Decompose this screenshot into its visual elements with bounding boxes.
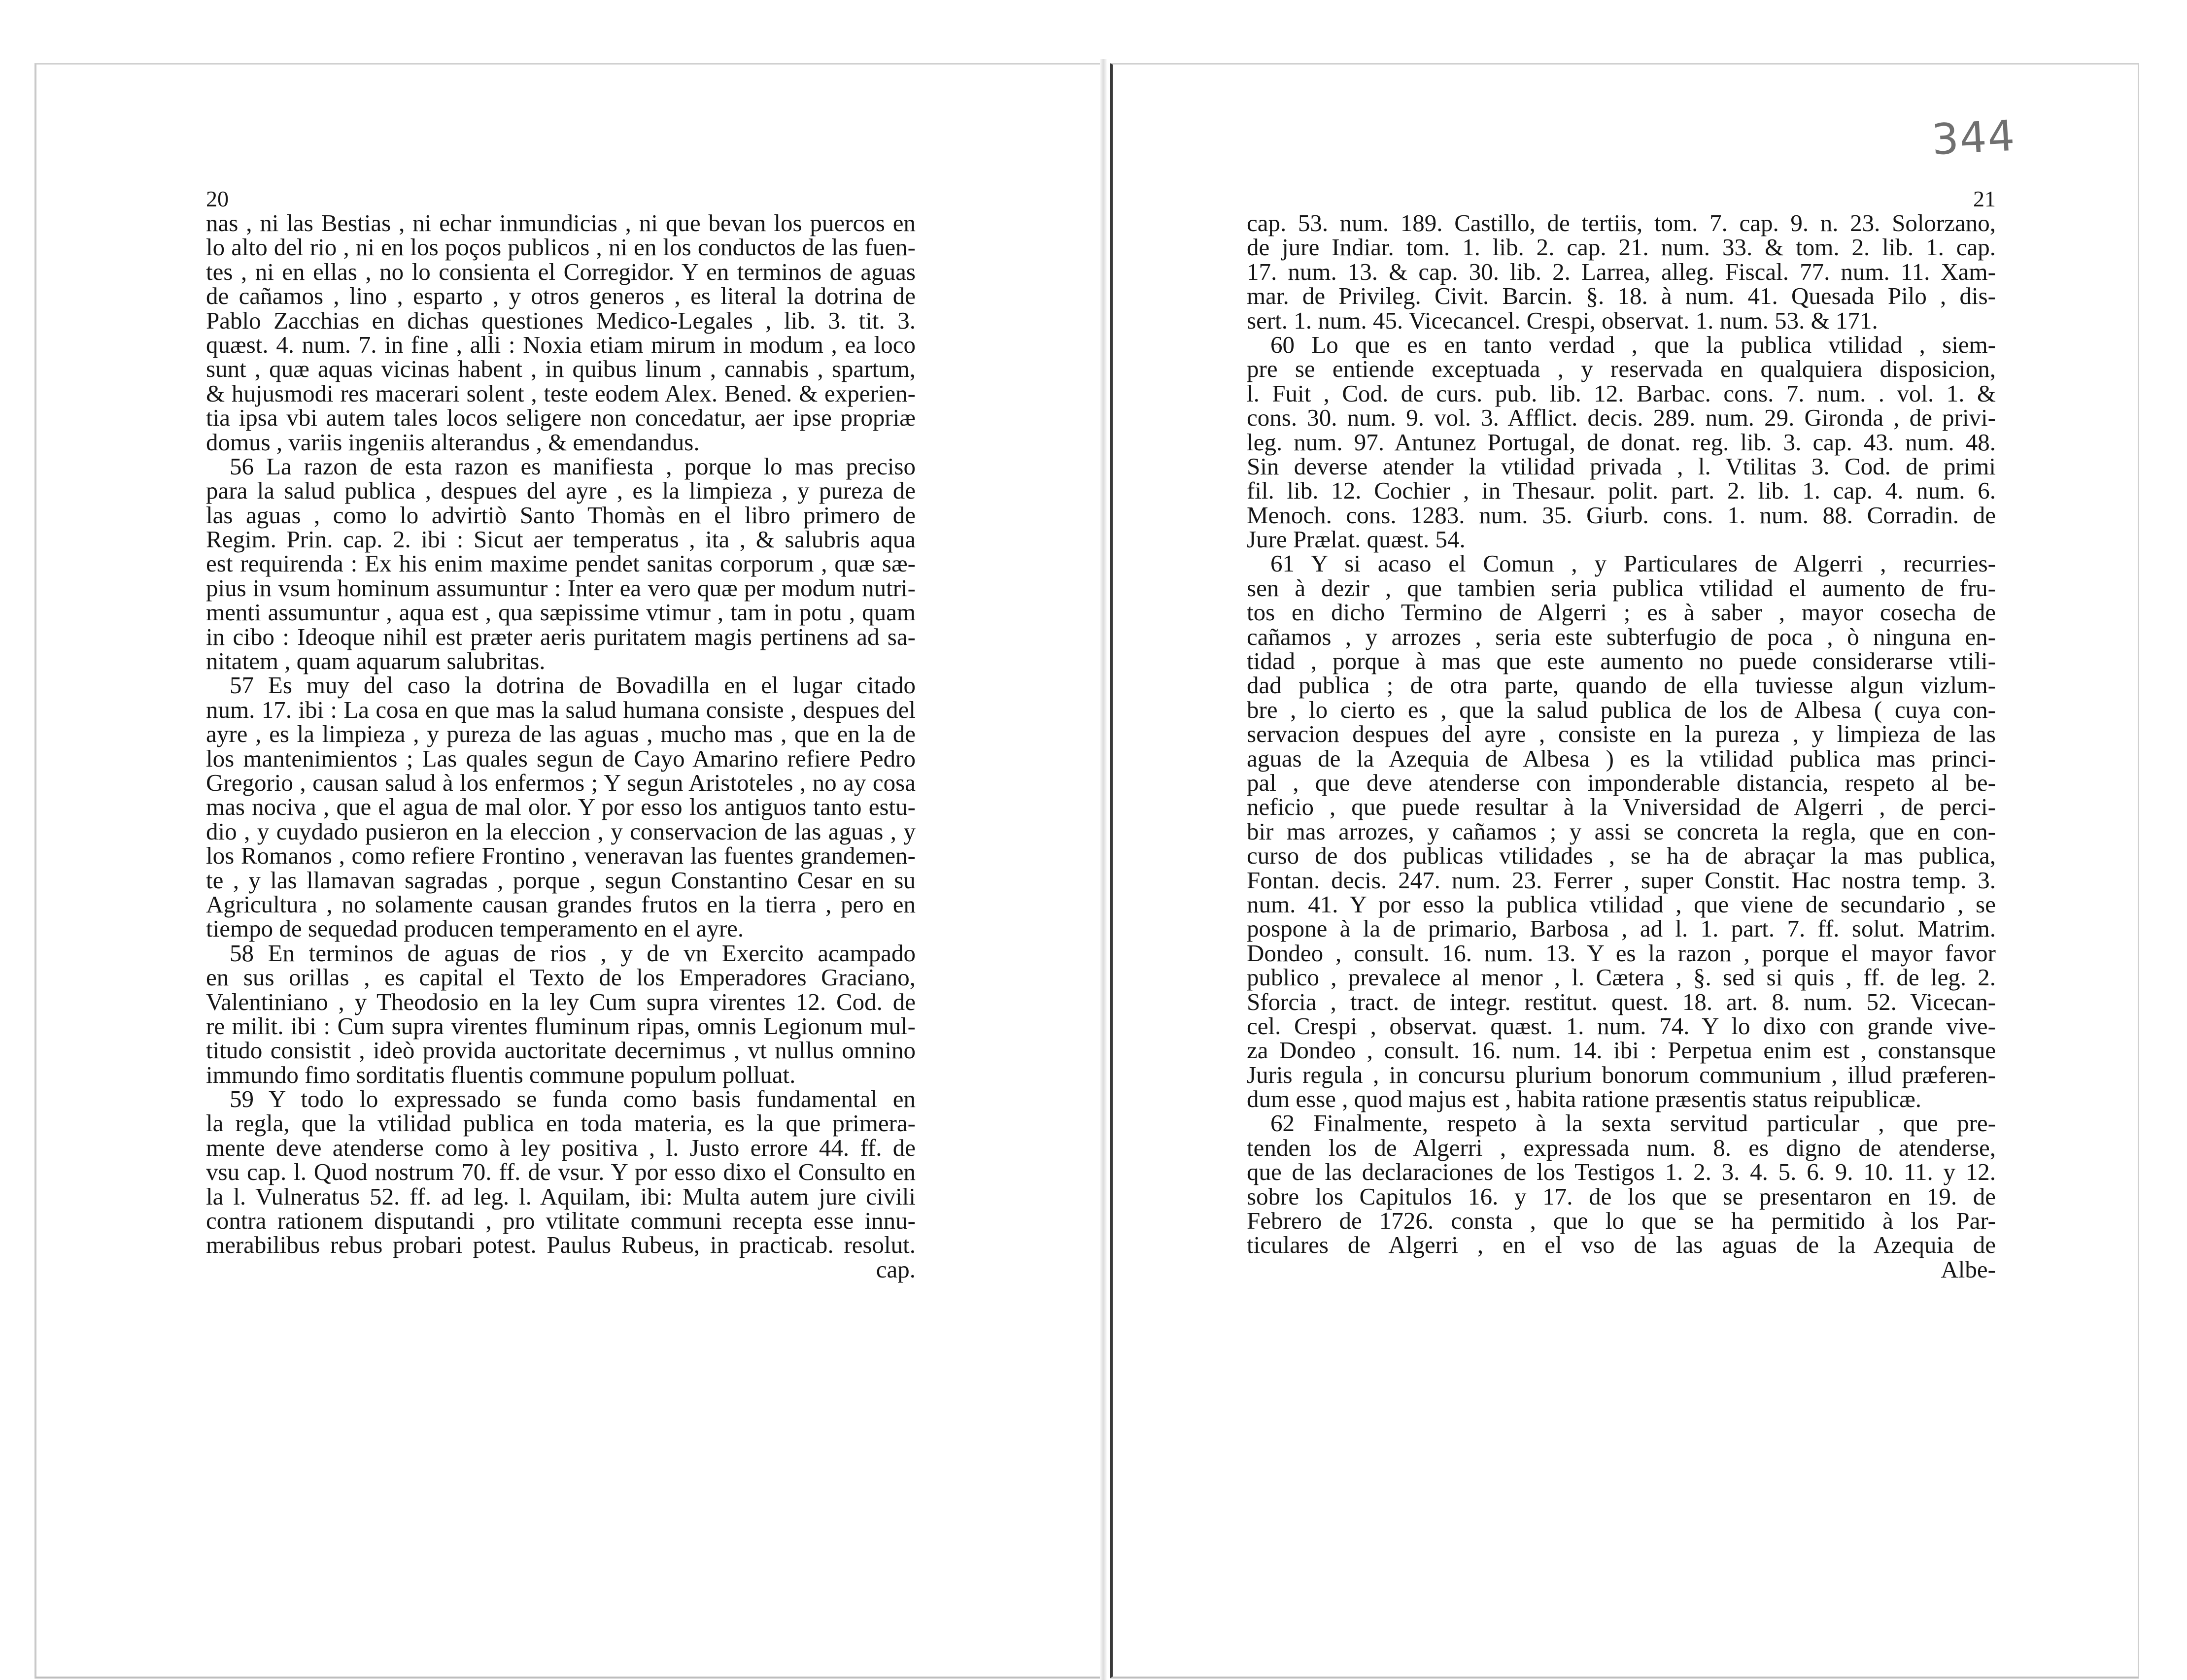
- text-line: 17. num. 13. & cap. 30. lib. 2. Larrea, alleg. Fiscal. 77. num. 11. Xam-: [1247, 258, 1996, 285]
- text-line: Gregorio , causan salud à los enfermos ; Y segun Aristoteles , no ay cosa: [206, 769, 916, 796]
- text-line: tia ipsa vbi autem tales locos seligere non concedatur, aer ipse propriæ: [206, 404, 916, 432]
- text-line: cañamos , y arrozes , seria este subterfugio de poca , ò ninguna en-: [1247, 623, 1996, 650]
- text-line: 58 En terminos de aguas de rios , y de vn Exercito acampado: [230, 939, 916, 967]
- text-line: in cibo : Ideoque nihil est præter aeris puritatem magis pertinens ad sa-: [206, 623, 916, 650]
- text-line: ayre , es la limpieza , y pureza de las aguas , mucho mas , que en la de: [206, 720, 916, 748]
- page-number: 20: [206, 186, 229, 211]
- text-line: Agricultura , no solamente causan grandes frutos en la tierra , pero en: [206, 890, 916, 918]
- text-line: para la salud publica , despues del ayre , es la limpieza , y pureza de: [206, 477, 916, 504]
- text-line: quæst. 4. num. 7. in fine , alli : Noxia etiam mirum in modum , ea loco: [206, 331, 916, 358]
- text-line: cel. Crespi , observat. quæst. 1. num. 74. Y lo dixo con grande vive-: [1247, 1012, 1996, 1040]
- text-line: tos en dicho Termino de Algerri ; es à saber , mayor cosecha de: [1247, 599, 1996, 626]
- text-line: 57 Es muy del caso la dotrina de Bovadilla en el lugar citado: [230, 672, 916, 699]
- text-line: las aguas , como lo advirtiò Santo Thomàs en el libro primero de: [206, 501, 916, 529]
- text-line: za Dondeo , consult. 16. num. 14. ibi : Perpetua enim est , constansque: [1247, 1037, 1996, 1064]
- text-line: Menoch. cons. 1283. num. 35. Giurb. cons. 1. num. 88. Corradin. de: [1247, 501, 1996, 529]
- text-line: ticulares de Algerri , en el vso de las aguas de la Azequia de: [1247, 1231, 1996, 1259]
- text-line: Pablo Zacchias en dichas questiones Medico-Legales , lib. 3. tit. 3.: [206, 306, 916, 334]
- text-line: Regim. Prin. cap. 2. ibi : Sicut aer temperatus , ita , & salubris aqua: [206, 526, 916, 553]
- text-line: sen à dezir , que tambien seria publica vtilidad el aumento de fru-: [1247, 574, 1996, 602]
- text-line: dad publica ; de otra parte, quando de ella tuviesse algun vizlum-: [1247, 672, 1996, 699]
- text-line: neficio , que puede resultar à la Vniversidad de Algerri , de perci-: [1247, 793, 1996, 821]
- text-line: Dondeo , consult. 16. num. 13. Y es la razon , porque el mayor favor: [1247, 939, 1996, 967]
- text-line: pius in vsum hominum assumuntur : Inter ea vero quæ per modum nutri-: [206, 574, 916, 602]
- text-line: Juris regula , in concursu plurium bonorum communium , illud præferen-: [1247, 1061, 1996, 1088]
- text-line: 61 Y si acaso el Comun , y Particulares de Algerri , recurries-: [1270, 550, 1996, 577]
- text-line: vsu cap. l. Quod nostrum 70. ff. de vsur. Y por esso dixo el Consulto en: [206, 1158, 916, 1186]
- right-page-text: [1247, 187, 1996, 1281]
- text-line: menti assumuntur , aqua est , qua sæpissime vtimur , tam in potu , quam: [206, 599, 916, 626]
- text-line: publico , prevalece al menor , l. Cætera , §. sed si quis , ff. de leg. 2.: [1247, 964, 1996, 991]
- text-line: Sin deverse atender la vtilidad privada , l. Vtilitas 3. Cod. de primi: [1247, 452, 1996, 480]
- text-line: Sforcia , tract. de integr. restitut. quest. 18. art. 8. num. 52. Vicecan-: [1247, 988, 1996, 1015]
- text-line: mente deve atenderse como à ley positiva , l. Justo errore 44. ff. de: [206, 1134, 916, 1161]
- text-line: Febrero de 1726. consta , que lo que se ha permitido à los Par-: [1247, 1207, 1996, 1235]
- text-line: de jure Indiar. tom. 1. lib. 2. cap. 21. num. 33. & tom. 2. lib. 1. cap.: [1247, 234, 1996, 261]
- text-line: que de las declaraciones de los Testigos 1. 2. 3. 4. 5. 6. 9. 10. 11. y 12.: [1247, 1158, 1996, 1186]
- text-line: los mantenimientos ; Las quales segun de Cayo Amarino refiere Pedro: [206, 744, 916, 772]
- text-line: en sus orillas , es capital el Texto de los Emperadores Graciano,: [206, 964, 916, 991]
- text-line: pre se entiende exceptuada , y reservada en qualquiera disposicion,: [1247, 355, 1996, 383]
- text-line: num. 17. ibi : La cosa en que mas la salud humana consiste , despues del: [206, 696, 916, 723]
- text-line: sobre los Capitulos 16. y 17. de los que se presentaron en 19. de: [1247, 1182, 1996, 1210]
- text-line: tenden los de Algerri , expressada num. 8. es digno de atenderse,: [1247, 1134, 1996, 1161]
- text-line: l. Fuit , Cod. de curs. pub. lib. 12. Barbac. cons. 7. num. . vol. 1. &: [1247, 379, 1996, 407]
- text-line: num. 41. Y por esso la publica vtilidad , que viene de secundario , se: [1247, 890, 1996, 918]
- text-line: mas nociva , que el agua de mal olor. Y por esso los antiguos tanto estu-: [206, 793, 916, 821]
- text-line: dum esse , quod majus est , habita ratione præsentis status reipublicæ.: [1247, 1085, 1922, 1113]
- text-line: aguas de la Azequia de Albesa ) es la vtilidad publica mas princi-: [1247, 744, 1996, 772]
- text-line: titudo consistit , ideò provida auctoritate decernimus , vt nullus omnino: [206, 1037, 916, 1064]
- book-gutter: [1100, 59, 1107, 1680]
- right-text-body: [1247, 211, 1996, 1257]
- text-line: nitatem , quam aquarum salubritas.: [206, 647, 546, 675]
- left-page-text: [206, 187, 916, 1281]
- text-line: sunt , quæ aquas vicinas habent , in quibus linum , cannabis , spartum,: [206, 355, 916, 383]
- text-line: los Romanos , como refiere Frontino , veneravan las fuentes grandemen-: [206, 842, 916, 870]
- text-line: 59 Y todo lo expressado se funda como basis fundamental en: [230, 1085, 916, 1113]
- text-line: pal , que deve atenderse con imponderable distancia, respeto al be-: [1247, 769, 1996, 796]
- text-line: sert. 1. num. 45. Vicecancel. Crespi, observat. 1. num. 53. & 171.: [1247, 306, 1878, 334]
- text-line: tiempo de sequedad producen temperamento en el ayre.: [206, 915, 744, 942]
- folio-stamp: 344: [1930, 111, 2017, 165]
- text-line: pospone à la de primario, Barbosa , ad l. 1. part. 7. ff. solut. Matrim.: [1247, 915, 1996, 942]
- text-line: bre , lo cierto es , que la salud publica de los de Albesa ( cuya con-: [1247, 696, 1996, 723]
- text-line: leg. num. 97. Antunez Portugal, de donat. reg. lib. 3. cap. 43. num. 48.: [1247, 428, 1996, 456]
- text-line: dio , y cuydado pusieron en la eleccion , y conservacion de las aguas , y: [206, 817, 916, 845]
- text-line: cons. 30. num. 9. vol. 3. Afflict. decis. 289. num. 29. Gironda , de privi-: [1247, 404, 1996, 432]
- text-line: immundo fimo sorditatis fluentis commune populum polluat.: [206, 1061, 796, 1088]
- text-line: cap. 53. num. 189. Castillo, de tertiis, tom. 7. cap. 9. n. 23. Solorzano,: [1247, 209, 1996, 236]
- text-line: 56 La razon de esta razon es manifiesta , porque lo mas preciso: [230, 452, 916, 480]
- text-line: tidad , porque à mas que este aumento no puede considerarse vtili-: [1247, 647, 1996, 675]
- text-line: & hujusmodi res macerari solent , teste eodem Alex. Bened. & experien-: [206, 379, 916, 407]
- page-number: 21: [1973, 186, 1996, 211]
- text-line: fil. lib. 12. Cochier , in Thesaur. polit. part. 2. lib. 1. cap. 4. num. 6.: [1247, 477, 1996, 504]
- text-line: te , y las llamavan sagradas , porque , segun Constantino Cesar en su: [206, 866, 916, 894]
- text-line: 62 Finalmente, respeto à la sexta servitud particular , que pre-: [1270, 1109, 1996, 1137]
- text-line: est requirenda : Ex his enim maxime pendet sanitas corporum , quæ sæ-: [206, 550, 916, 577]
- text-line: curso de dos publicas vtilidades , se ha de abraçar la mas publica,: [1247, 842, 1996, 870]
- text-line: la regla, que la vtilidad publica en toda materia, es la que primera-: [206, 1109, 916, 1137]
- text-line: Valentiniano , y Theodosio en la ley Cum supra virentes 12. Cod. de: [206, 988, 916, 1015]
- text-line: domus , variis ingeniis alterandus , & emendandus.: [206, 428, 700, 456]
- catchword: Albe-: [1941, 1255, 1996, 1283]
- text-line: tes , ni en ellas , no lo consienta el Corregidor. Y en terminos de aguas: [206, 258, 916, 285]
- text-line: de cañamos , lino , esparto , y otros generos , es literal la dotrina de: [206, 282, 916, 310]
- text-line: la l. Vulneratus 52. ff. ad leg. l. Aquilam, ibi: Multa autem jure civili: [206, 1182, 916, 1210]
- text-line: Jure Prælat. quæst. 54.: [1247, 526, 1466, 553]
- text-line: merabilibus rebus probari potest. Paulus Rubeus, in practicab. resolut.: [206, 1231, 916, 1259]
- text-line: 60 Lo que es en tanto verdad , que la publica vtilidad , siem-: [1270, 331, 1996, 358]
- text-line: Fontan. decis. 247. num. 23. Ferrer , super Constit. Hac nostra temp. 3.: [1247, 866, 1996, 894]
- text-line: mar. de Privileg. Civit. Barcin. §. 18. à num. 41. Quesada Pilo , dis-: [1247, 282, 1996, 310]
- text-line: servacion despues del ayre , consiste en la pureza , y limpieza de las: [1247, 720, 1996, 748]
- text-line: bir mas arrozes, y cañamos ; y assi se concreta la regla, que en con-: [1247, 817, 1996, 845]
- text-line: nas , ni las Bestias , ni echar inmundicias , ni que bevan los puercos en: [206, 209, 916, 236]
- text-line: re milit. ibi : Cum supra virentes fluminum ripas, omnis Legionum mul-: [206, 1012, 916, 1040]
- left-text-body: [206, 211, 916, 1257]
- text-line: contra rationem disputandi , pro vtilitate communi recepta esse innu-: [206, 1207, 916, 1235]
- text-line: lo alto del rio , ni en los poços publicos , ni en los conductos de las fuen-: [206, 234, 916, 261]
- catchword: cap.: [876, 1255, 916, 1283]
